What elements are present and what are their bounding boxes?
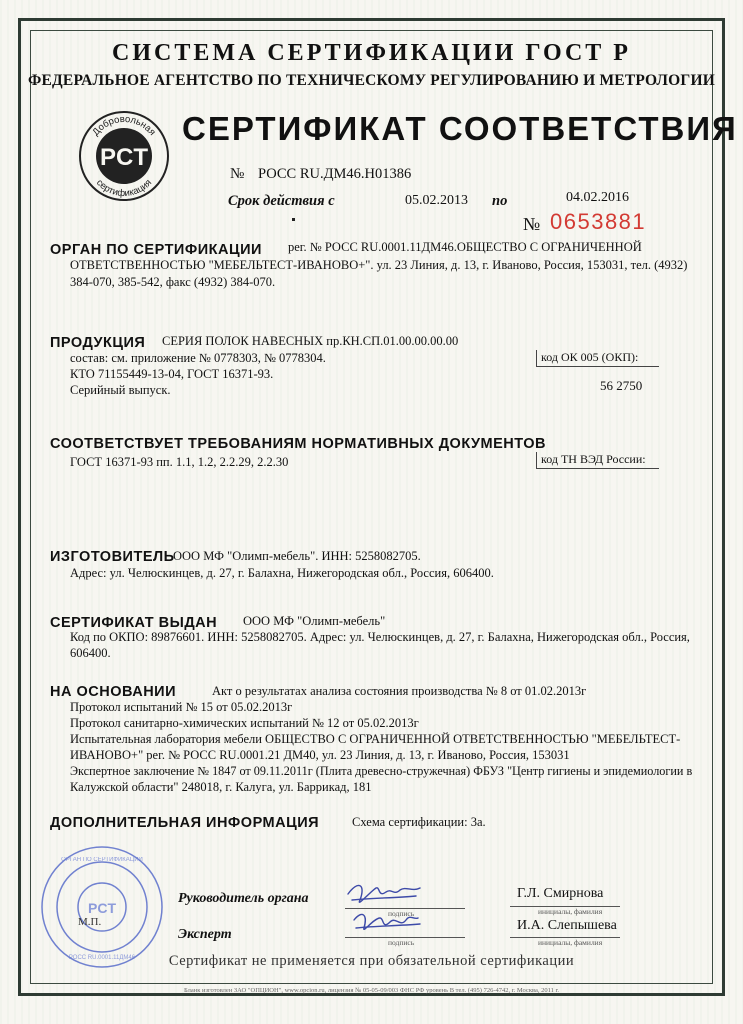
okp-code-value: 56 2750 [600, 378, 643, 393]
basis-line-6: Калужской области" 248018, г. Калуга, ул. Баррикад, 181 [70, 780, 372, 794]
system-title: СИСТЕМА СЕРТИФИКАЦИИ ГОСТ Р [112, 40, 631, 66]
agency-name: ФЕДЕРАЛЬНОЕ АГЕНТСТВО ПО ТЕХНИЧЕСКОМУ РЕГУЛИРОВАНИЮ И МЕТРОЛОГИИ [27, 72, 716, 89]
issued-line-2: 606400. [70, 646, 111, 660]
handwritten-signatures [340, 874, 430, 944]
to-label: по [492, 193, 508, 209]
basis-heading: НА ОСНОВАНИИ [50, 684, 177, 700]
product-line-3: Серийный выпуск. [70, 383, 171, 397]
product-name: СЕРИЯ ПОЛОК НАВЕСНЫХ пр.КН.СП.01.00.00.00.00 [162, 334, 459, 348]
additional-heading: ДОПОЛНИТЕЛЬНАЯ ИНФОРМАЦИЯ [50, 815, 320, 831]
product-line-2: КТО 71155449-13-04, ГОСТ 16371-93. [70, 367, 274, 381]
number-label: № [230, 166, 245, 182]
registration-number: РОСС RU.ДМ46.Н01386 [258, 166, 412, 182]
issued-name: ООО МФ "Олимп-мебель" [243, 614, 386, 628]
basis-line-5: Экспертное заключение № 1847 от 09.11.2011г (Плита древесно-стружечная) ФБУЗ "Центр гигиены и эпидемиологии в [70, 764, 693, 778]
product-heading: ПРОДУКЦИЯ [50, 335, 146, 351]
svg-text:ОРГАН ПО СЕРТИФИКАЦИИ: ОРГАН ПО СЕРТИФИКАЦИИ [61, 857, 143, 863]
head-label: Руководитель органа [178, 891, 309, 906]
expert-name-caption: инициалы, фамилия [538, 938, 603, 947]
organ-stamp-icon [38, 843, 166, 971]
organ-line-2: ОТВЕТСТВЕННОСТЬЮ "МЕБЕЛЬТЕСТ-ИВАНОВО+". ул. 23 Линия, д. 13, г. Иваново, Россия, 153031, тел. (4932) [70, 258, 688, 272]
expert-name: И.А. Слепышева [517, 918, 617, 933]
okp-code-label: код ОК 005 (ОКП): [536, 350, 659, 367]
bottom-note: Сертификат не применяется при обязательной сертификации [168, 953, 575, 969]
logo-mark: PCT [100, 144, 148, 171]
svg-text:РОСС RU.0001.11ДМ46: РОСС RU.0001.11ДМ46 [68, 955, 136, 961]
manufacturer-name: ООО МФ "Олимп-мебель". ИНН: 5258082705. [173, 549, 421, 563]
certification-scheme: Схема сертификации: 3а. [352, 815, 486, 829]
head-sign-caption: подпись [388, 909, 415, 918]
manufacturer-address: Адрес: ул. Челюскинцев, д. 27, г. Балахна, Нижегородская обл., Россия, 606400. [70, 566, 494, 580]
basis-line-0: Акт о результатах анализа состояния производства № 8 от 01.02.2013г [212, 684, 587, 698]
head-name-caption: инициалы, фамилия [538, 907, 603, 916]
basis-line-1: Протокол испытаний № 15 от 05.02.2013г [70, 700, 293, 714]
stamp-mp: М.П. [78, 916, 102, 928]
svg-text:PCT: PCT [88, 900, 116, 916]
manufacturer-heading: ИЗГОТОВИТЕЛЬ [50, 549, 175, 565]
basis-line-2: Протокол санитарно-химических испытаний № 12 от 05.02.2013г [70, 716, 419, 730]
printer-footer: Бланк изготовлен ЗАО "ОПЦИОН", www.opcion.ru, лицензия № 05-05-09/003 ФНС РФ уровень В тел. (495) 726-4742, г. Москва, 2011 г. [183, 987, 560, 994]
product-line-1: состав: см. приложение № 0778303, № 0778304. [70, 351, 326, 365]
serial-label: № [523, 214, 541, 234]
organ-heading: ОРГАН ПО СЕРТИФИКАЦИИ [50, 242, 262, 258]
expert-sign-caption: подпись [388, 938, 415, 947]
logo-bottom-text: сертификация [93, 177, 155, 200]
conformity-heading: СООТВЕТСТВУЕТ ТРЕБОВАНИЯМ НОРМАТИВНЫХ ДОКУМЕНТОВ [50, 436, 547, 452]
head-name: Г.Л. Смирнова [517, 886, 604, 901]
expert-label: Эксперт [178, 927, 232, 942]
rst-voluntary-logo [78, 110, 170, 202]
date-from: 05.02.2013 [405, 193, 468, 208]
issued-heading: СЕРТИФИКАТ ВЫДАН [50, 615, 218, 631]
basis-line-4: ИВАНОВО+" рег. № РОСС RU.0001.21 ДМ40, ул. 23 Линия, д. 13, г. Иваново, Россия, 153031 [70, 748, 570, 762]
logo-top-text: Добровольная [90, 113, 158, 138]
issued-line-1: Код по ОКПО: 89876601. ИНН: 5258082705. Адрес: ул. Челюскинцев, д. 27, г. Балахна, Нижегородская обл., Россия, [70, 630, 690, 644]
dot-mark [292, 218, 295, 221]
conformity-line-1: ГОСТ 16371-93 пп. 1.1, 1.2, 2.2.29, 2.2.30 [70, 455, 289, 469]
tnved-code-label: код ТН ВЭД России: [536, 452, 659, 469]
date-to: 04.02.2016 [566, 190, 629, 205]
basis-line-3: Испытательная лаборатория мебели ОБЩЕСТВО С ОГРАНИЧЕННОЙ ОТВЕТСТВЕННОСТЬЮ "МЕБЕЛЬТЕСТ- [70, 732, 681, 746]
organ-line-3: 384-070, 385-542, факс (4932) 384-070. [70, 275, 276, 289]
validity-label: Срок действия с [228, 193, 335, 209]
organ-line-1: рег. № РОСС RU.0001.11ДМ46.ОБЩЕСТВО С ОГРАНИЧЕННОЙ [288, 240, 642, 254]
serial-number: 0653881 [550, 209, 647, 234]
certificate-title: СЕРТИФИКАТ СООТВЕТСТВИЯ [182, 110, 738, 147]
